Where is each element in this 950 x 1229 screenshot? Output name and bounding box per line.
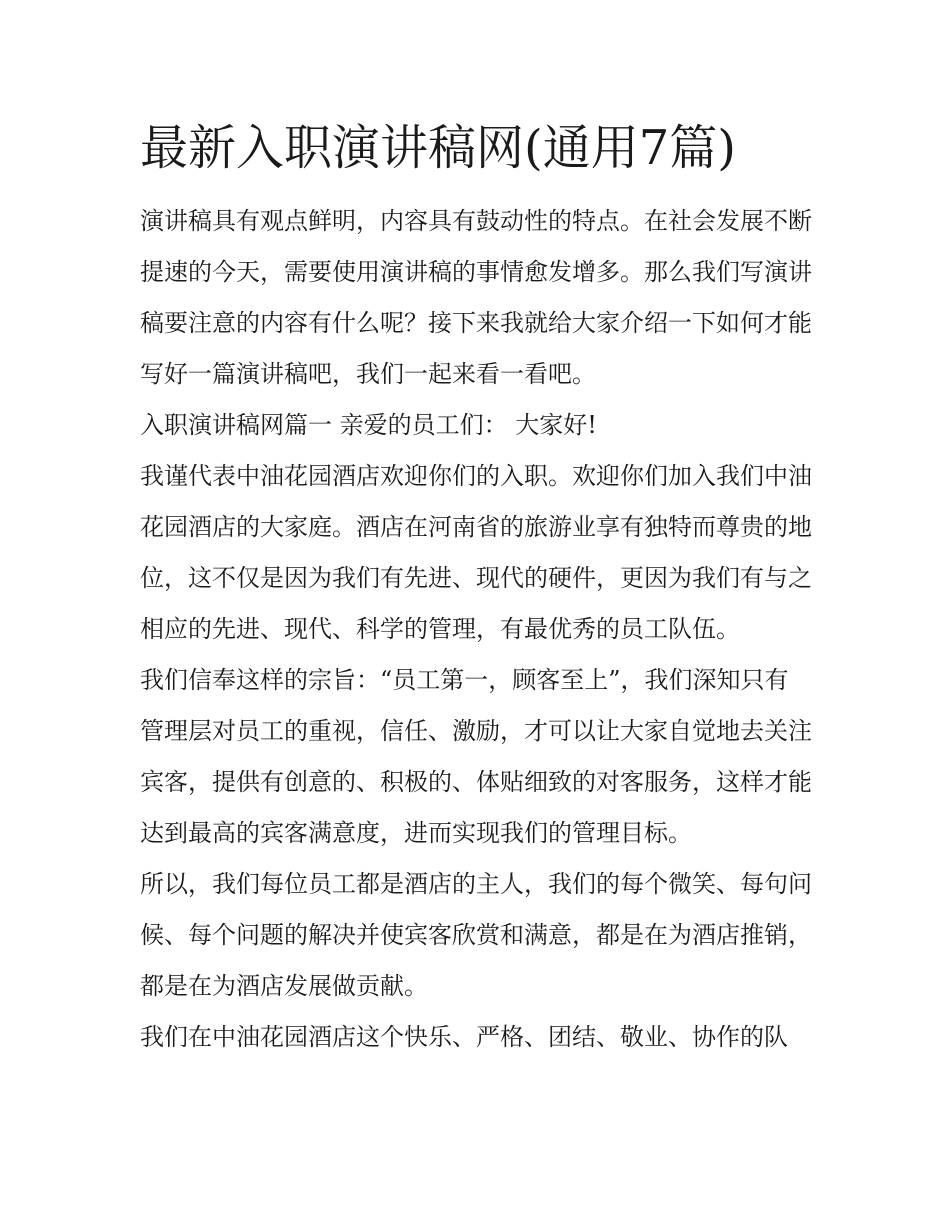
paragraph-intro: 演讲稿具有观点鲜明，内容具有鼓动性的特点。在社会发展不断提速的今天，需要使用演讲稿的事情愈发增多。那么我们写演讲稿要注意的内容有什么呢？接下来我就给大家介绍一下如何才能写好一篇演讲稿吧，我们一起来看一看吧。 <box>140 207 812 388</box>
document-body <box>140 196 812 1063</box>
paragraph-principle: 我们信奉这样的宗旨：“员工第一，顾客至上”，我们深知只有管理层对员工的重视，信任、激励，才可以让大家自觉地去关注宾客，提供有创意的、积极的、体贴细致的对客服务，这样才能达到最高的宾客满意度，进而实现我们的管理目标。 <box>140 666 812 847</box>
paragraph-ownership: 所以，我们每位员工都是酒店的主人，我们的每个微笑、每句问候、每个问题的解决并使宾客欣赏和满意，都是在为酒店推销，都是在为酒店发展做贡献。 <box>140 870 812 1000</box>
document-title: 最新入职演讲稿网(通用7篇) <box>140 120 736 176</box>
paragraph-welcome: 我谨代表中油花园酒店欢迎你们的入职。欢迎你们加入我们中油花园酒店的大家庭。酒店在河南省的旅游业享有独特而尊贵的地位，这不仅是因为我们有先进、现代的硬件，更因为我们有与之相应的先进、现代、科学的管理，有最优秀的员工队伍。 <box>140 462 812 643</box>
paragraph-greeting: 入职演讲稿网篇一 亲爱的员工们： 大家好! <box>140 411 597 439</box>
paragraph-team: 我们在中油花园酒店这个快乐、严格、团结、敬业、协作的队 <box>140 1023 788 1051</box>
